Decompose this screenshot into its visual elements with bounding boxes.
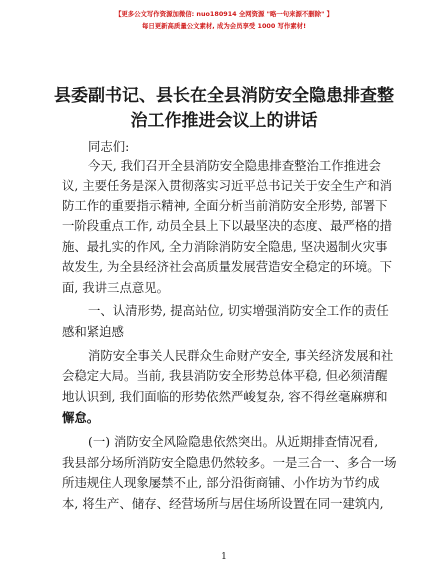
paragraph-1-line-1: 今天, 我们召开全县消防安全隐患排查整治工作推进会	[88, 158, 381, 173]
section-heading-1-line-2: 感和紧迫感	[62, 324, 124, 339]
paragraph-2-line-4: 懈怠。	[62, 410, 100, 425]
promo-banner-line-1: 【更多公文写作资源加微信: nuo180914 全网资源 "略一句来源不删除" 】	[114, 10, 334, 18]
subsection-1-line-2: 我县部分场所消防安全隐患仍然较多。一是三合一、多合一场	[62, 455, 397, 470]
page-number: 1	[221, 552, 227, 562]
salutation: 同志们:	[88, 139, 130, 154]
paragraph-1-line-7: 面, 我讲三点意见。	[62, 280, 170, 295]
paragraph-2-line-1: 消防安全事关人民群众生命财产安全, 事关经济发展和社	[88, 348, 394, 363]
paragraph-1-line-6: 故发生, 为全县经济社会高质量发展营造安全稳定的环境。下	[62, 259, 393, 274]
section-heading-1-line-1: 一、认清形势, 提高站位, 切实增强消防安全工作的责任	[88, 303, 389, 318]
paragraph-1-line-5: 施、最扎实的作风, 全力消除消防安全隐患, 坚决遏制火灾事	[62, 239, 388, 254]
subsection-1-line-4: 本, 将生产、储存、经营场所与居住场所设置在同一建筑内,	[62, 496, 384, 511]
promo-banner-line-2: 每日更新高质量公文素材, 成为会员享受 1000 写作素材!	[141, 22, 306, 30]
paragraph-1-line-2: 议, 主要任务是深入贯彻落实习近平总书记关于安全生产和消	[62, 178, 393, 193]
page-title-line-2: 治工作推进会议上的讲话	[130, 111, 318, 131]
paragraph-2-line-3: 地认识到, 我们面临的形势依然严峻复杂, 容不得丝毫麻痹和	[62, 389, 388, 404]
paragraph-2-line-2: 会稳定大局。当前, 我县消防安全形势总体平稳, 但必须清醒	[62, 368, 388, 383]
page-title-line-1: 县委副书记、县长在全县消防安全隐患排查整	[54, 86, 394, 106]
paragraph-1-line-3: 防工作的重要指示精神, 全面分析当前消防安全形势, 部署下	[62, 198, 388, 213]
paragraph-1-line-4: 一阶段重点工作, 动员全县上下以最坚决的态度、最严格的措	[62, 218, 393, 233]
subsection-1-line-1: (一) 消防安全风险隐患依然突出。从近期排查情况看,	[88, 434, 379, 449]
subsection-1-line-3: 所违规住人现象屡禁不止, 部分沿街商铺、小作坊为节约成	[62, 475, 380, 490]
